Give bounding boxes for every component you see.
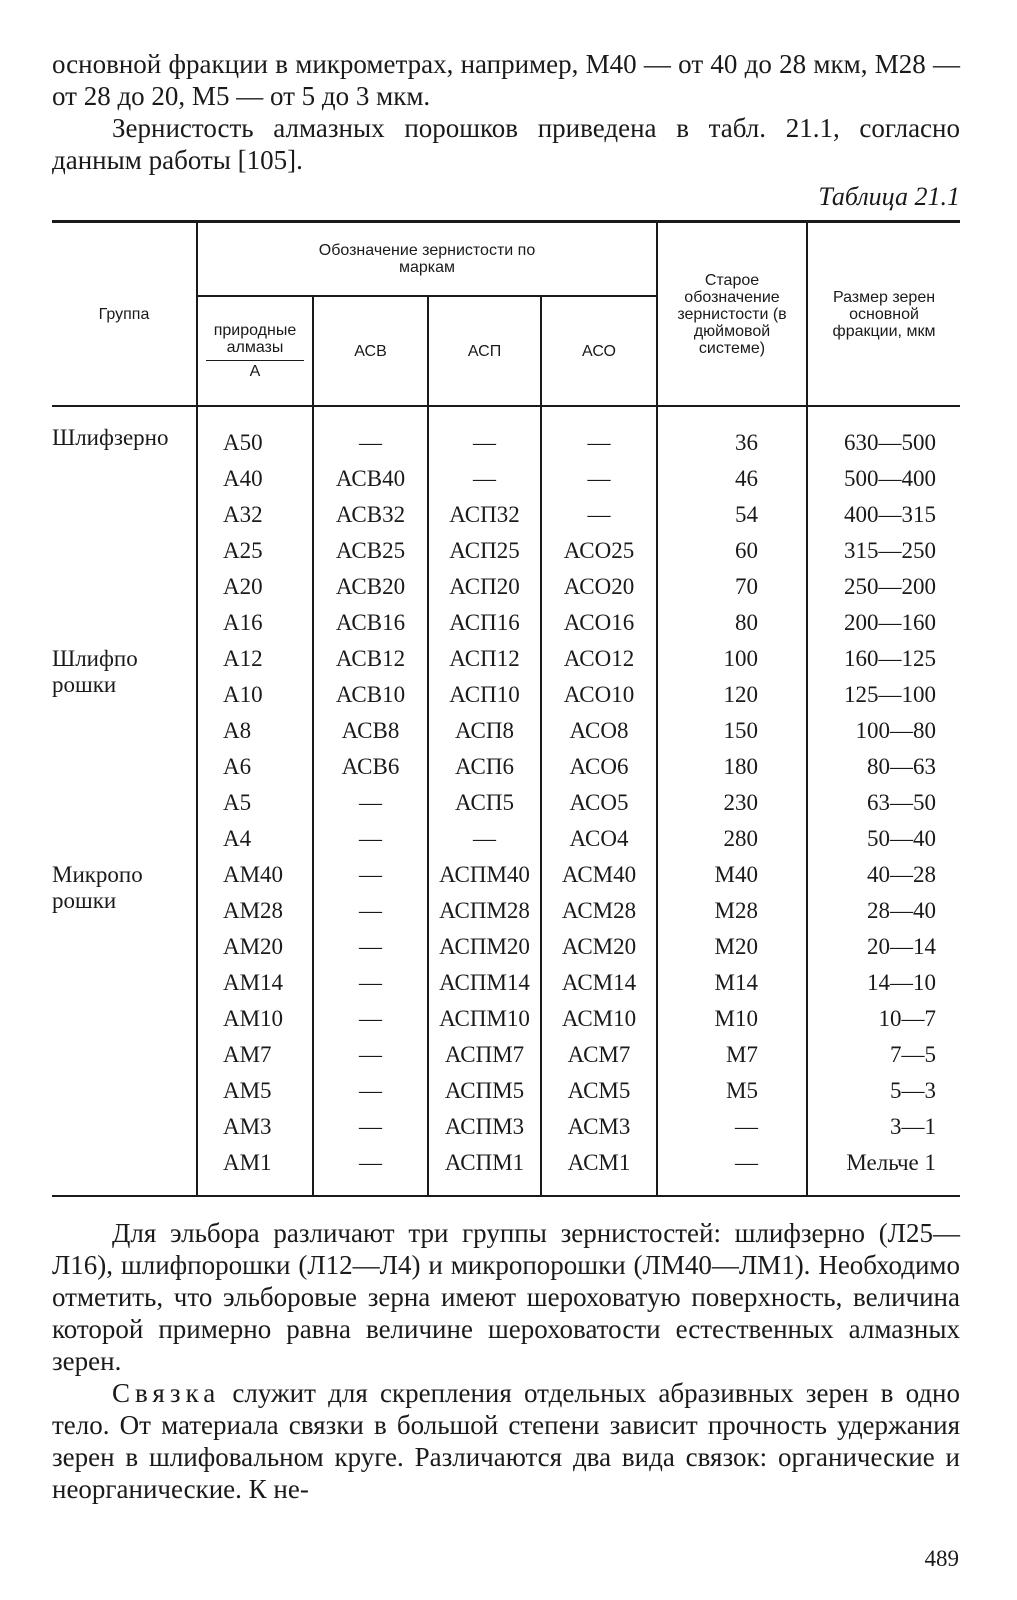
cell-old: 54 [657,497,807,533]
page-number: 489 [924,1546,959,1571]
cell-asv: АСВ6 [313,749,428,785]
cell-asp: АСП10 [428,677,541,713]
group-label: Шлифпорошки [52,646,138,697]
cell-natural: А5 [197,785,313,821]
cell-asv: — [313,857,428,893]
cell-asp: АСП12 [428,641,541,677]
group-cell [52,641,197,857]
cell-asp: — [428,406,541,461]
cell-size: 200—160 [807,605,960,641]
cell-asv: — [313,929,428,965]
cell-asp: АСПМ40 [428,857,541,893]
cell-size: 315—250 [807,533,960,569]
cell-size: 100—80 [807,713,960,749]
cell-asv: — [313,1109,428,1145]
cell-old: 70 [657,569,807,605]
cell-aso: АСМ5 [541,1073,657,1109]
cell-asp: АСП20 [428,569,541,605]
cell-natural: АМ20 [197,929,313,965]
table-row [52,406,960,461]
cell-asp: АСПМ1 [428,1145,541,1196]
cell-size: 80—63 [807,749,960,785]
cell-old: 180 [657,749,807,785]
cell-old: М7 [657,1037,807,1073]
group-label: Микропорошки [52,862,143,913]
cell-old: М5 [657,1073,807,1109]
binder-text: служит для скрепления отдельных абразивных зерен в одно тело. От материала связки в большой степени зависит прочность удержания зерен в шлифовальном круге. Различаются два вида связок: органические и неорганические. К не- [52,1378,960,1504]
header-natural-label: природные алмазы [213,322,297,356]
cell-asv: — [313,1145,428,1196]
cell-aso: АСМ14 [541,965,657,1001]
cell-asv: АСВ16 [313,605,428,641]
cell-old: М28 [657,893,807,929]
cell-size: 7—5 [807,1037,960,1073]
cell-aso: АСМ20 [541,929,657,965]
cell-asv: — [313,893,428,929]
header-asp: АСП [428,296,541,406]
cell-aso: АСМ7 [541,1037,657,1073]
header-asv: АСВ [313,296,428,406]
cell-asv: АСВ12 [313,641,428,677]
cell-old: — [657,1109,807,1145]
cell-size: 125—100 [807,677,960,713]
cell-old: М10 [657,1001,807,1037]
cell-aso: АСМ3 [541,1109,657,1145]
header-size: Размер зерен основной фракции, мкм [807,222,960,407]
intro-paragraph-1: основной фракции в микрометрах, например, М40 — от 40 до 28 мкм, М28 — от 28 до 20, М5 — от 5 до 3 мкм. [52,49,960,111]
cell-natural: АМ5 [197,1073,313,1109]
cell-size: 50—40 [807,821,960,857]
cell-asp: АСПМ10 [428,1001,541,1037]
binder-term: Связка [112,1378,221,1408]
cell-asp: АСПМ5 [428,1073,541,1109]
cell-natural: А16 [197,605,313,641]
header-group: Группа [52,222,197,407]
cell-old: 100 [657,641,807,677]
cell-old: 280 [657,821,807,857]
cell-size: 40—28 [807,857,960,893]
cell-old: 80 [657,605,807,641]
cell-natural: АМ14 [197,965,313,1001]
cell-asv: АСВ8 [313,713,428,749]
cell-aso: АСМ10 [541,1001,657,1037]
cell-asv: АСВ25 [313,533,428,569]
cell-asv: АСВ10 [313,677,428,713]
cell-old: 36 [657,406,807,461]
cell-asv: — [313,965,428,1001]
cell-natural: АМ10 [197,1001,313,1037]
cell-asp: — [428,821,541,857]
cell-natural: АМ28 [197,893,313,929]
cell-size: 63—50 [807,785,960,821]
cell-asp: АСПМ3 [428,1109,541,1145]
cell-asp: АСП32 [428,497,541,533]
after-text [52,1217,960,1505]
cell-natural: А32 [197,497,313,533]
cell-asp: АСП25 [428,533,541,569]
cell-aso: — [541,461,657,497]
cell-aso: АСО25 [541,533,657,569]
cell-aso: АСО20 [541,569,657,605]
cell-size: Мельче 1 [807,1145,960,1196]
grain-table [52,220,960,1197]
cell-natural: АМ7 [197,1037,313,1073]
cell-old: — [657,1145,807,1196]
cell-natural: АМ1 [197,1145,313,1196]
group-cell [52,857,197,1196]
cell-asv: — [313,821,428,857]
cell-asv: — [313,1073,428,1109]
cell-size: 10—7 [807,1001,960,1037]
table-row [52,857,960,893]
cell-old: М20 [657,929,807,965]
cell-natural: А25 [197,533,313,569]
cell-aso: АСМ40 [541,857,657,893]
cell-asv: — [313,406,428,461]
cell-aso: АСО4 [541,821,657,857]
cell-old: 230 [657,785,807,821]
cell-natural: А50 [197,406,313,461]
cell-asp: — [428,461,541,497]
cell-asp: АСП16 [428,605,541,641]
cell-natural: А40 [197,461,313,497]
cell-asp: АСП5 [428,785,541,821]
cell-size: 400—315 [807,497,960,533]
header-natural-sub: А [206,360,304,380]
cell-asp: АСПМ20 [428,929,541,965]
cell-size: 160—125 [807,641,960,677]
page-body [52,48,960,1505]
cell-aso: АСМ1 [541,1145,657,1196]
cell-aso: АСО6 [541,749,657,785]
cell-old: М14 [657,965,807,1001]
table-caption: Таблица 21.1 [818,182,960,211]
cell-natural: А12 [197,641,313,677]
cell-old: М40 [657,857,807,893]
cell-size: 630—500 [807,406,960,461]
cell-aso: АСО12 [541,641,657,677]
cell-natural: А8 [197,713,313,749]
cell-natural: АМ3 [197,1109,313,1145]
header-natural [197,296,313,406]
cell-natural: А4 [197,821,313,857]
cell-asv: — [313,1037,428,1073]
cell-aso: АСО16 [541,605,657,641]
cell-aso: — [541,406,657,461]
cell-aso: АСМ28 [541,893,657,929]
cell-asv: — [313,785,428,821]
cell-aso: АСО8 [541,713,657,749]
cell-asp: АСПМ28 [428,893,541,929]
cell-asp: АСП8 [428,713,541,749]
cell-old: 60 [657,533,807,569]
cell-asv: АСВ32 [313,497,428,533]
cell-natural: А6 [197,749,313,785]
cell-aso: — [541,497,657,533]
header-aso: АСО [541,296,657,406]
cell-size: 250—200 [807,569,960,605]
cell-old: 150 [657,713,807,749]
cell-size: 500—400 [807,461,960,497]
elbor-paragraph: Для эльбора различают три группы зернистостей: шлифзерно (Л25—Л16), шлифпорошки (Л12—Л4) и микропорошки (ЛМ40—ЛМ1). Необходимо отметить, что эльборовые зерна имеют шероховатую поверхность, величина которой примерно равна величине шероховатости естественных алмазных зерен. [52,1218,960,1376]
cell-asp: АСП6 [428,749,541,785]
cell-natural: А20 [197,569,313,605]
cell-size: 14—10 [807,965,960,1001]
cell-old: 120 [657,677,807,713]
intro-paragraph-2: Зернистость алмазных порошков приведена в табл. 21.1, согласно данным работы [105]. [52,113,960,175]
cell-asp: АСПМ7 [428,1037,541,1073]
cell-natural: АМ40 [197,857,313,893]
cell-asp: АСПМ14 [428,965,541,1001]
header-marks: Обозначение зернистости по маркам [197,222,657,297]
cell-aso: АСО5 [541,785,657,821]
cell-asv: АСВ40 [313,461,428,497]
cell-old: 46 [657,461,807,497]
cell-size: 20—14 [807,929,960,965]
cell-size: 5—3 [807,1073,960,1109]
group-cell: Шлифзерно [52,425,169,450]
cell-natural: А10 [197,677,313,713]
cell-asv: АСВ20 [313,569,428,605]
cell-asv: — [313,1001,428,1037]
cell-size: 28—40 [807,893,960,929]
cell-aso: АСО10 [541,677,657,713]
binder-paragraph [52,1377,960,1505]
header-old: Старое обозначение зернистости (в дюймовой системе) [657,222,807,407]
table-row [52,641,960,677]
cell-size: 3—1 [807,1109,960,1145]
